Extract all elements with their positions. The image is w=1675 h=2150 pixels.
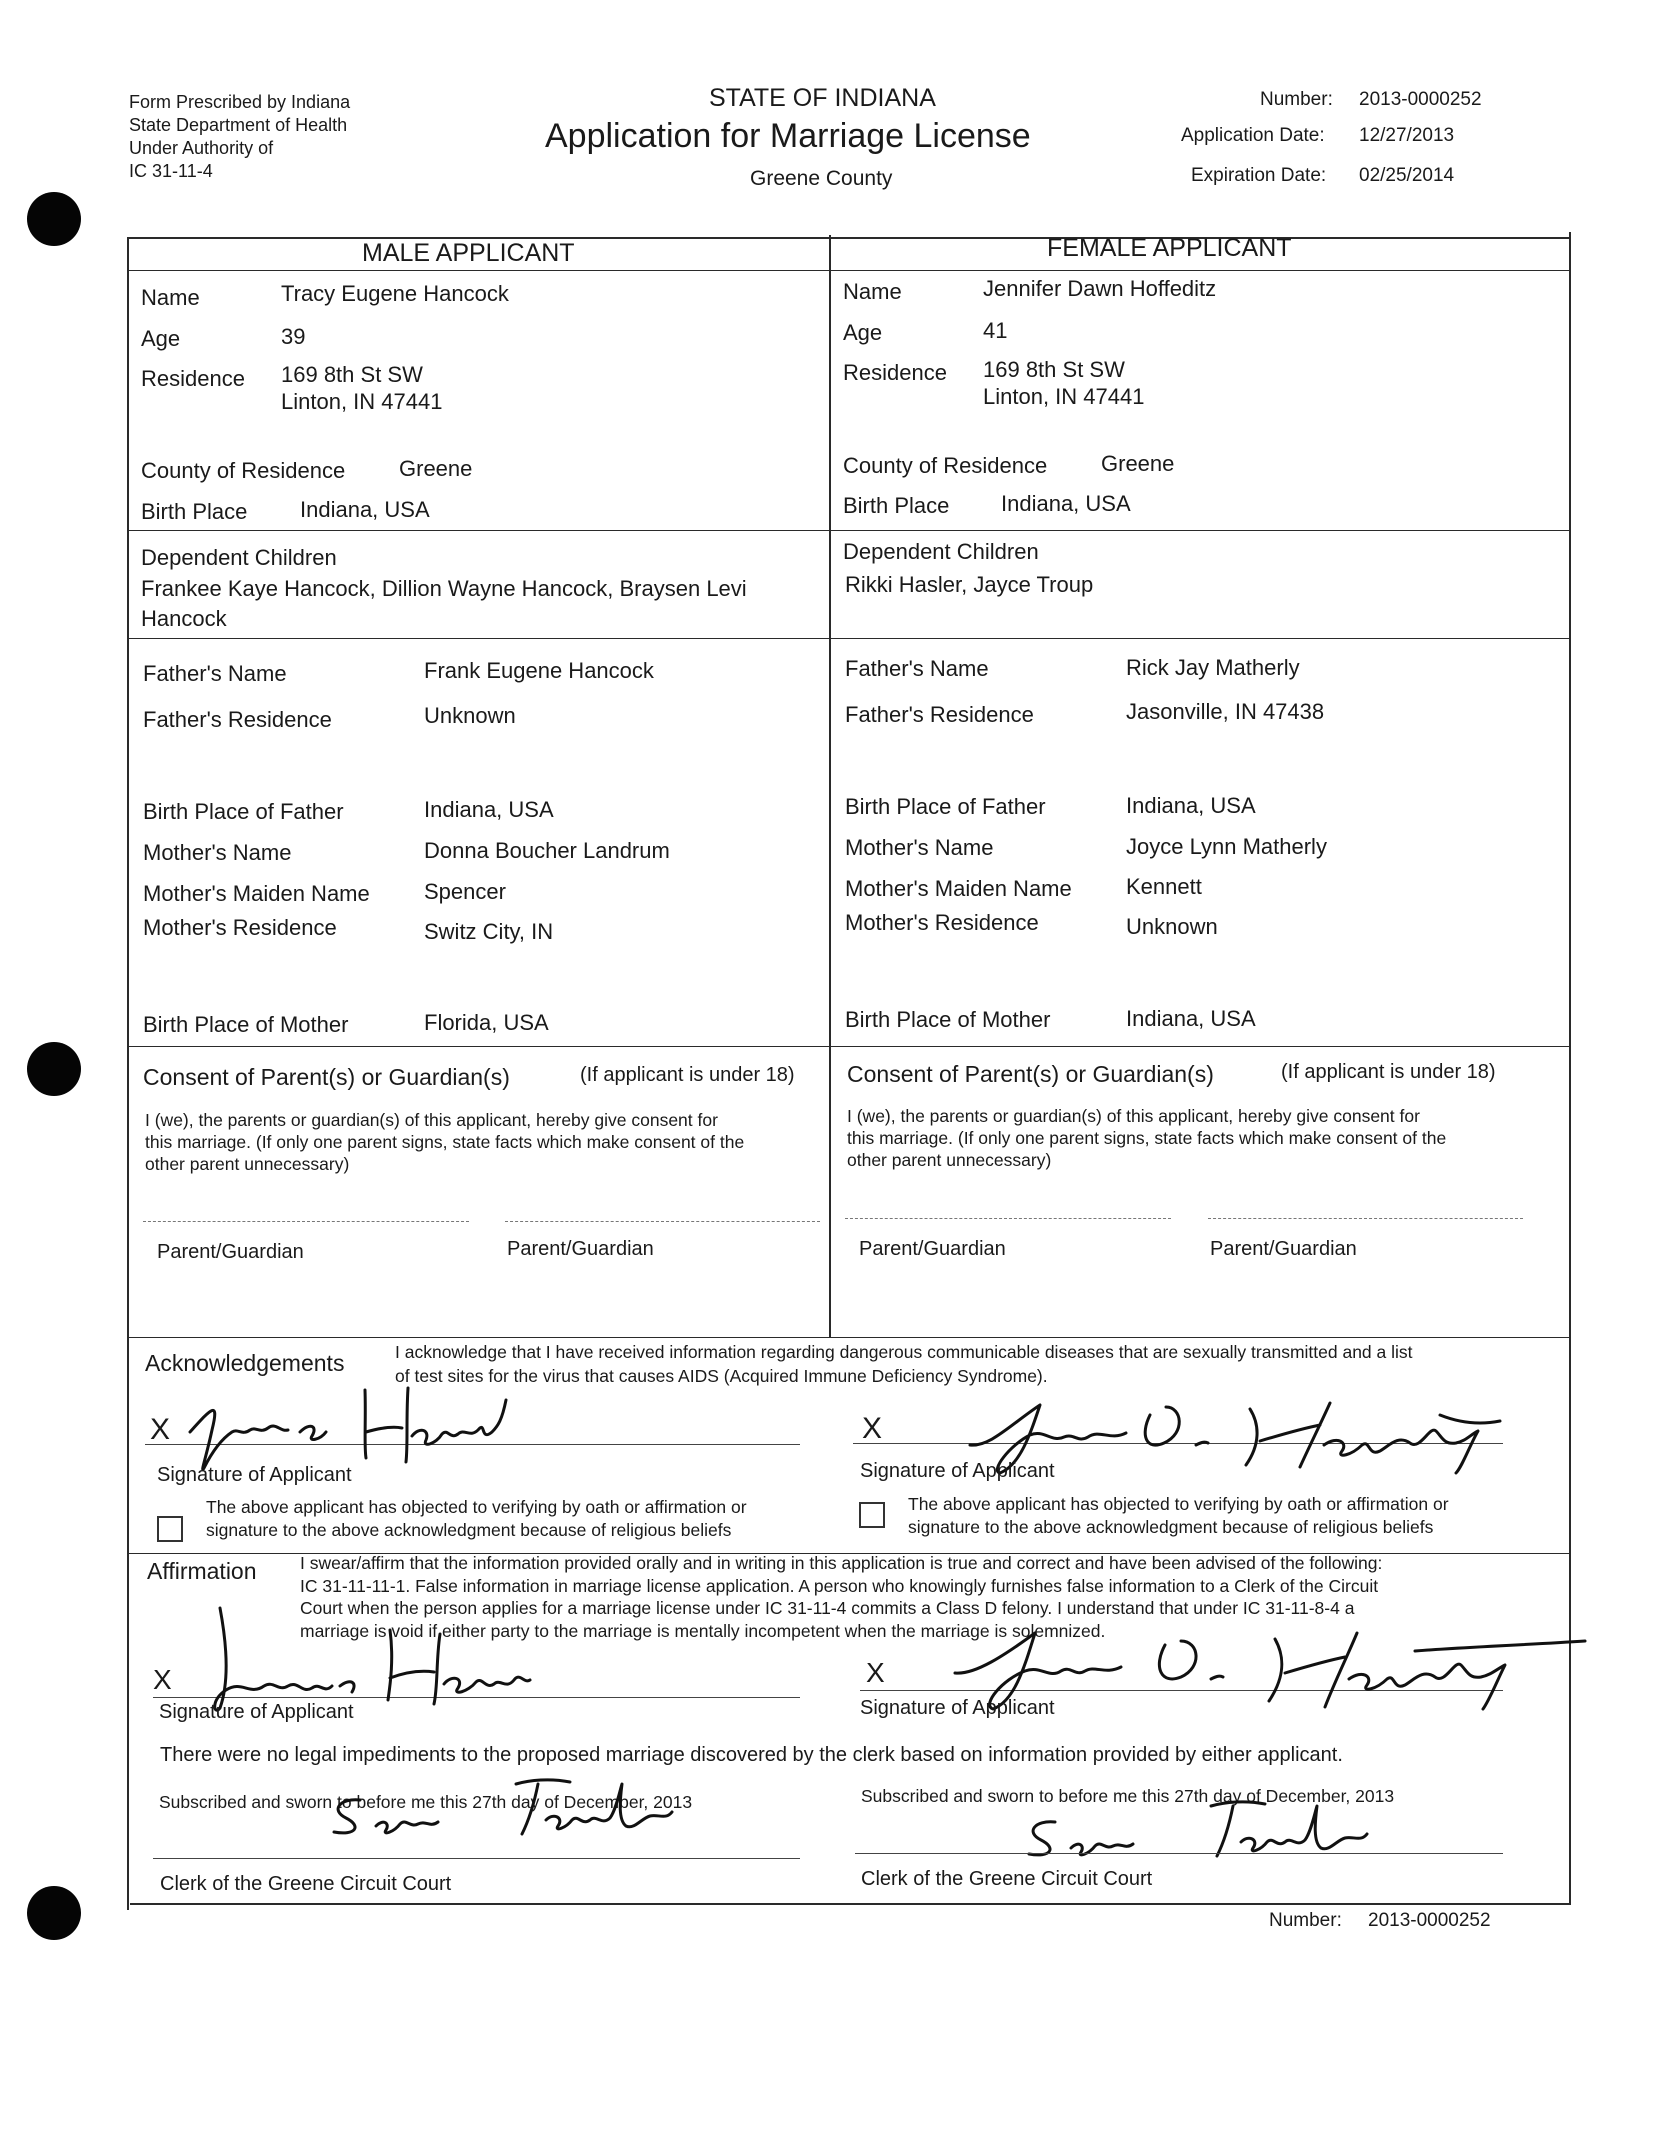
male-father-birth-value: Indiana, USA bbox=[424, 797, 554, 822]
objection-line: The above applicant has objected to verifying by oath or affirmation or bbox=[908, 1494, 1449, 1514]
female-mother-birth-label: Birth Place of Mother bbox=[845, 1007, 1051, 1032]
female-clerk-signature-line[interactable] bbox=[855, 1853, 1503, 1854]
male-mother-birth-value: Florida, USA bbox=[424, 1010, 549, 1035]
female-father-residence-value: Jasonville, IN 47438 bbox=[1126, 699, 1325, 724]
consent-text-line: this marriage. (If only one parent signs, state facts which make consent of the bbox=[145, 1132, 745, 1152]
state-title: STATE OF INDIANA bbox=[709, 84, 936, 112]
authority-line: Under Authority of bbox=[129, 138, 274, 158]
punch-hole-middle bbox=[27, 1042, 81, 1096]
female-parent-signature-line-1[interactable] bbox=[845, 1218, 1171, 1219]
male-applicant-heading: MALE APPLICANT bbox=[362, 239, 575, 267]
consent-text-line: other parent unnecessary) bbox=[847, 1150, 1052, 1170]
female-age-label: Age bbox=[843, 320, 883, 345]
male-name-value: Tracy Eugene Hancock bbox=[281, 281, 509, 306]
male-objection-checkbox[interactable] bbox=[157, 1516, 183, 1542]
male-father-name-label: Father's Name bbox=[143, 661, 287, 686]
male-clerk-signature-line[interactable] bbox=[153, 1858, 800, 1859]
female-name-value: Jennifer Dawn Hoffeditz bbox=[983, 276, 1217, 301]
female-residence-line2: Linton, IN 47441 bbox=[983, 384, 1145, 409]
acknowledgements-text-line1: I acknowledge that I have received information regarding dangerous communicable diseases that are sexually transmitted and a list bbox=[395, 1342, 1413, 1362]
female-mother-residence-value: Unknown bbox=[1126, 914, 1218, 939]
female-father-name-label: Father's Name bbox=[845, 656, 989, 681]
female-applicant-heading: FEMALE APPLICANT bbox=[1047, 234, 1292, 262]
female-parent-guardian-label-2: Parent/Guardian bbox=[1210, 1238, 1357, 1260]
consent-text-line: I (we), the parents or guardian(s) of this applicant, hereby give consent for bbox=[847, 1106, 1420, 1126]
county-title: Greene County bbox=[750, 167, 893, 190]
male-mother-birth-label: Birth Place of Mother bbox=[143, 1012, 349, 1037]
male-age-label: Age bbox=[141, 326, 181, 351]
female-ack-signature-label: Signature of Applicant bbox=[860, 1460, 1055, 1482]
male-ack-signature-label: Signature of Applicant bbox=[157, 1464, 352, 1486]
male-mother-residence-label: Mother's Residence bbox=[143, 915, 337, 940]
objection-line: signature to the above acknowledgment because of religious beliefs bbox=[206, 1520, 732, 1540]
female-subscribed-text: Subscribed and sworn to before me this 27th day of December, 2013 bbox=[861, 1786, 1395, 1806]
application-date-value: 12/27/2013 bbox=[1359, 125, 1455, 146]
female-dependents-label: Dependent Children bbox=[843, 539, 1039, 564]
page-title: Application for Marriage License bbox=[545, 117, 1031, 155]
female-birth-place-label: Birth Place bbox=[843, 493, 950, 518]
female-objection-text bbox=[908, 1493, 1449, 1539]
female-birth-place-value: Indiana, USA bbox=[1001, 491, 1131, 516]
affirmation-text-line: Court when the person applies for a marriage license under IC 31-11-4 commits a Class D felony. I understand that under IC 31-11-8-4 a bbox=[300, 1598, 1355, 1618]
authority-text bbox=[129, 91, 350, 183]
female-consent-heading: Consent of Parent(s) or Guardian(s) bbox=[847, 1061, 1214, 1087]
affirmation-text-line: marriage is void if either party to the marriage is mentally incompetent when the marriage is solemnized. bbox=[300, 1620, 1106, 1641]
male-parent-guardian-label-2: Parent/Guardian bbox=[507, 1238, 654, 1260]
male-father-birth-label: Birth Place of Father bbox=[143, 799, 344, 824]
male-dependents-line2: Hancock bbox=[141, 606, 227, 631]
female-aff-x-mark: X bbox=[866, 1657, 885, 1688]
female-consent-text bbox=[847, 1105, 1446, 1171]
male-mother-maiden-value: Spencer bbox=[424, 879, 506, 904]
male-mother-name-value: Donna Boucher Landrum bbox=[424, 838, 670, 863]
female-father-name-value: Rick Jay Matherly bbox=[1126, 655, 1300, 680]
male-aff-x-mark: X bbox=[153, 1664, 172, 1695]
expiration-date-label: Expiration Date: bbox=[1191, 165, 1327, 186]
affirmation-heading: Affirmation bbox=[147, 1558, 257, 1584]
footer-number-label: Number: bbox=[1269, 1910, 1342, 1931]
acknowledgements-text-line2: of test sites for the virus that causes AIDS (Acquired Immune Deficiency Syndrome). bbox=[395, 1366, 1048, 1386]
female-mother-residence-label: Mother's Residence bbox=[845, 910, 1039, 935]
female-mother-name-label: Mother's Name bbox=[845, 835, 994, 860]
male-residence-line1: 169 8th St SW bbox=[281, 362, 423, 387]
female-residence-label: Residence bbox=[843, 360, 947, 385]
male-parent-signature-line-2[interactable] bbox=[505, 1221, 820, 1222]
female-father-birth-label: Birth Place of Father bbox=[845, 794, 1046, 819]
male-parent-guardian-label-1: Parent/Guardian bbox=[157, 1241, 304, 1263]
objection-line: The above applicant has objected to verifying by oath or affirmation or bbox=[206, 1497, 747, 1517]
male-father-name-value: Frank Eugene Hancock bbox=[424, 658, 654, 683]
authority-line: State Department of Health bbox=[129, 115, 348, 135]
male-dependents-line1: Frankee Kaye Hancock, Dillion Wayne Hancock, Braysen Levi bbox=[141, 576, 747, 601]
female-parent-signature-line-2[interactable] bbox=[1208, 1218, 1523, 1219]
female-father-residence-label: Father's Residence bbox=[845, 702, 1034, 727]
consent-text-line: other parent unnecessary) bbox=[145, 1154, 350, 1174]
footer-number-value: 2013-0000252 bbox=[1368, 1910, 1491, 1931]
objection-line: signature to the above acknowledgment because of religious beliefs bbox=[908, 1517, 1434, 1537]
male-mother-maiden-label: Mother's Maiden Name bbox=[143, 881, 370, 906]
female-father-birth-value: Indiana, USA bbox=[1126, 793, 1256, 818]
authority-line: Form Prescribed by Indiana bbox=[129, 92, 351, 112]
female-ack-x-mark: X bbox=[862, 1412, 883, 1445]
impediments-statement: There were no legal impediments to the proposed marriage discovered by the clerk based on information provided by either applicant. bbox=[160, 1744, 1343, 1766]
female-mother-name-value: Joyce Lynn Matherly bbox=[1126, 834, 1327, 859]
consent-text-line: I (we), the parents or guardian(s) of this applicant, hereby give consent for bbox=[145, 1110, 718, 1130]
male-clerk-signature bbox=[320, 1770, 680, 1840]
female-clerk-label: Clerk of the Greene Circuit Court bbox=[861, 1868, 1153, 1890]
male-dependents-label: Dependent Children bbox=[141, 545, 337, 570]
male-birth-place-label: Birth Place bbox=[141, 499, 248, 524]
male-age-value: 39 bbox=[281, 324, 306, 349]
female-mother-maiden-label: Mother's Maiden Name bbox=[845, 876, 1072, 901]
male-parent-signature-line-1[interactable] bbox=[143, 1221, 469, 1222]
application-date-label: Application Date: bbox=[1181, 125, 1325, 146]
male-father-residence-value: Unknown bbox=[424, 703, 516, 728]
male-mother-residence-value: Switz City, IN bbox=[424, 919, 554, 944]
male-residence-line2: Linton, IN 47441 bbox=[281, 389, 443, 414]
male-residence-label: Residence bbox=[141, 366, 245, 391]
authority-line: IC 31-11-4 bbox=[129, 161, 213, 181]
male-subscribed-text: Subscribed and sworn to before me this 27th day of December, 2013 bbox=[159, 1792, 693, 1812]
female-aff-signature-label: Signature of Applicant bbox=[860, 1697, 1055, 1719]
male-clerk-label: Clerk of the Greene Circuit Court bbox=[160, 1873, 452, 1895]
female-dependents-line1: Rikki Hasler, Jayce Troup bbox=[845, 572, 1094, 597]
female-county-value: Greene bbox=[1101, 451, 1175, 476]
acknowledgements-heading: Acknowledgements bbox=[145, 1350, 345, 1376]
male-county-label: County of Residence bbox=[141, 458, 346, 483]
female-mother-maiden-value: Kennett bbox=[1126, 874, 1202, 899]
male-ack-x-mark: X bbox=[150, 1413, 171, 1446]
expiration-date-value: 02/25/2014 bbox=[1359, 165, 1455, 186]
female-objection-checkbox[interactable] bbox=[859, 1502, 885, 1528]
female-parent-guardian-label-1: Parent/Guardian bbox=[859, 1238, 1006, 1260]
male-name-label: Name bbox=[141, 285, 200, 310]
male-consent-text bbox=[145, 1109, 744, 1175]
punch-hole-bottom bbox=[27, 1886, 81, 1940]
female-name-label: Name bbox=[843, 279, 902, 304]
female-county-label: County of Residence bbox=[843, 453, 1048, 478]
female-residence-line1: 169 8th St SW bbox=[983, 357, 1125, 382]
female-consent-note: (If applicant is under 18) bbox=[1281, 1061, 1496, 1083]
male-consent-note: (If applicant is under 18) bbox=[580, 1064, 795, 1086]
affirmation-text-line: I swear/affirm that the information provided orally and in writing in this application is true and correct and have been advised of the following: bbox=[300, 1553, 1383, 1573]
male-father-residence-label: Father's Residence bbox=[143, 707, 332, 732]
male-objection-text bbox=[206, 1496, 747, 1542]
female-mother-birth-value: Indiana, USA bbox=[1126, 1006, 1256, 1031]
male-county-value: Greene bbox=[399, 456, 473, 481]
male-consent-heading: Consent of Parent(s) or Guardian(s) bbox=[143, 1064, 510, 1090]
punch-hole-top bbox=[27, 192, 81, 246]
female-age-value: 41 bbox=[983, 318, 1008, 343]
number-value: 2013-0000252 bbox=[1359, 89, 1482, 110]
male-mother-name-label: Mother's Name bbox=[143, 840, 292, 865]
male-aff-signature-label: Signature of Applicant bbox=[159, 1701, 354, 1723]
consent-text-line: this marriage. (If only one parent signs, state facts which make consent of the bbox=[847, 1128, 1447, 1148]
affirmation-text-line: IC 31-11-11-1. False information in marriage license application. A person who knowingly furnishes false information to a Clerk of the Circuit bbox=[300, 1575, 1379, 1596]
male-birth-place-value: Indiana, USA bbox=[300, 497, 430, 522]
number-label: Number: bbox=[1260, 89, 1333, 110]
